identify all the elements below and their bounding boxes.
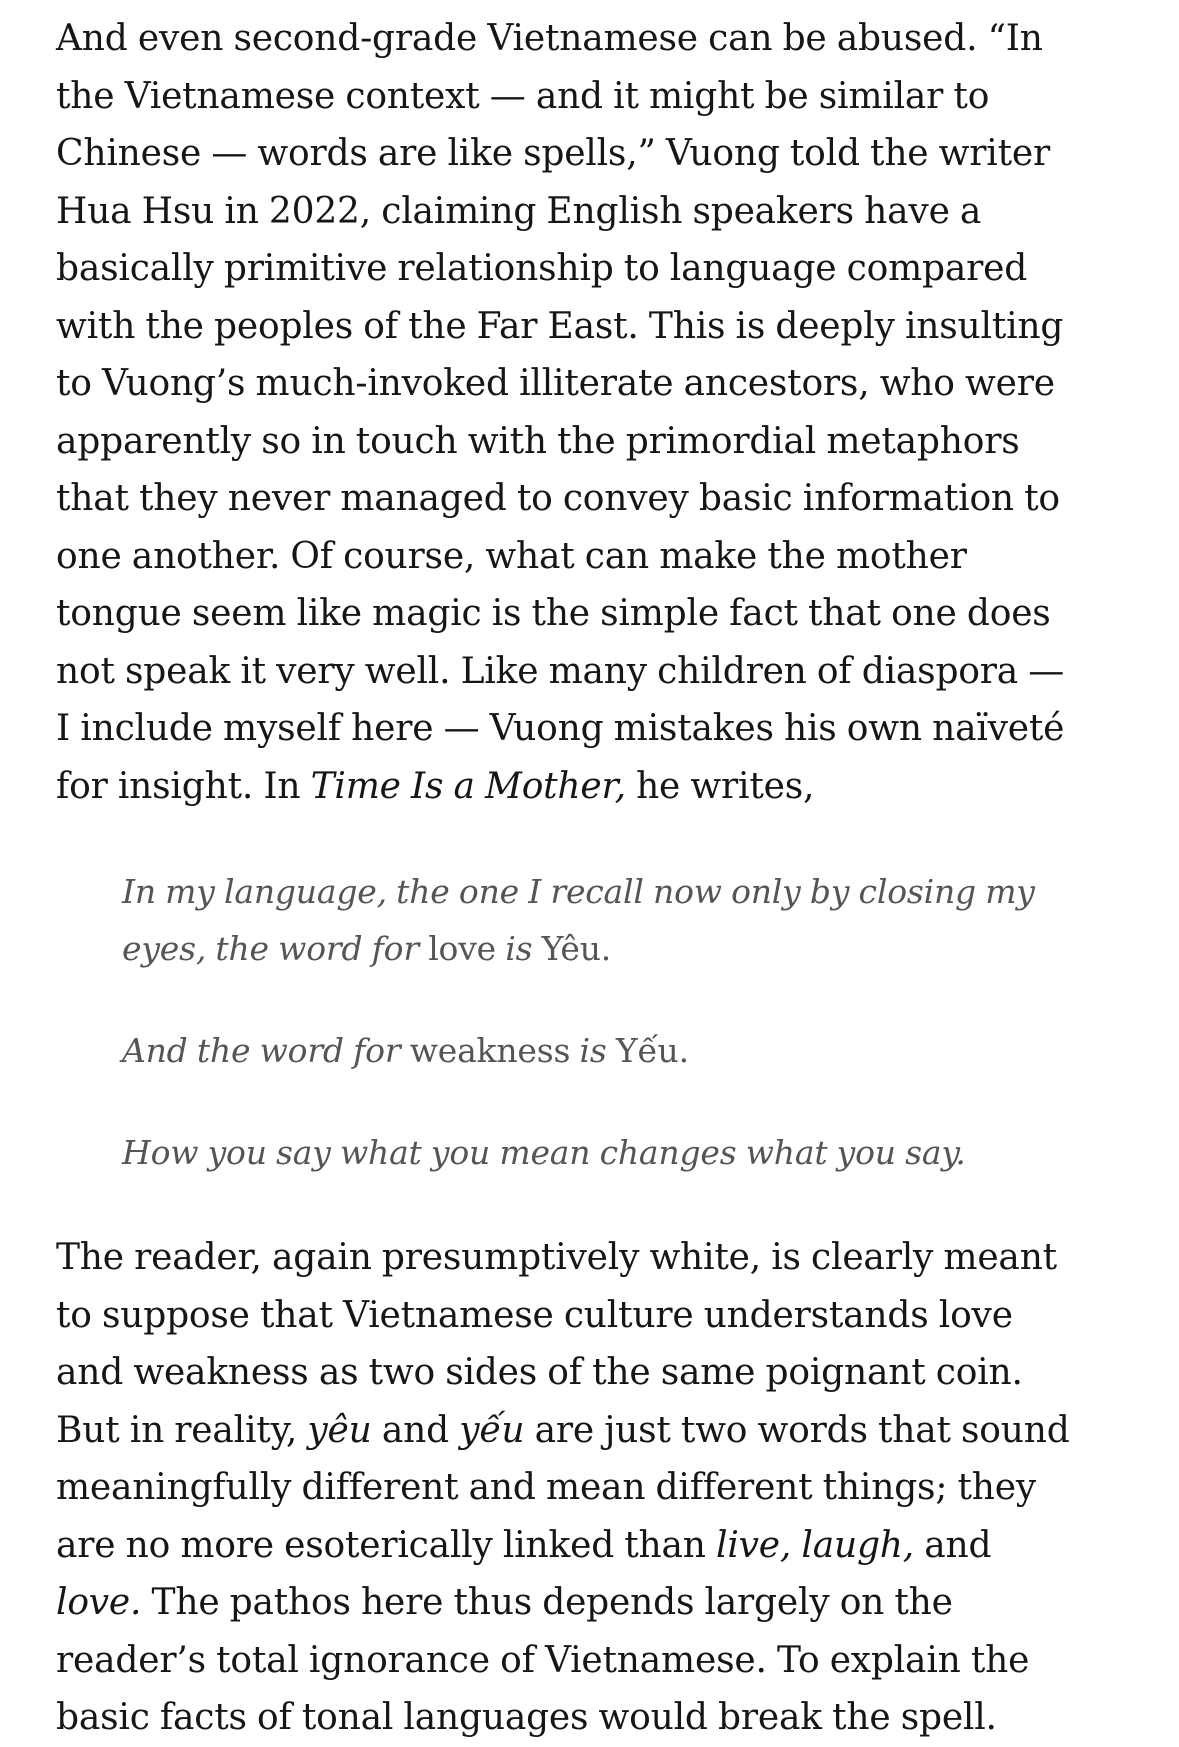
quote-word-weakness: weakness — [409, 1031, 571, 1070]
quote-word-yeu: Yêu. — [541, 929, 612, 968]
paragraph-1-text-end: he writes, — [625, 765, 815, 807]
paragraph-1 — [56, 10, 1086, 815]
quote-word-love: love — [428, 929, 496, 968]
paragraph-2-and-2: and — [914, 1524, 992, 1566]
block-quote — [122, 863, 1052, 1181]
phrase-live-laugh: live, laugh, — [716, 1524, 915, 1566]
quote-line-2 — [122, 1022, 1052, 1079]
article-body — [56, 10, 1086, 1747]
quote-line-1-text: In my language, the one I recall now only by closing my eyes, the word for — [122, 872, 1035, 968]
quote-line-1 — [122, 863, 1052, 977]
quote-word-is: is — [496, 929, 542, 968]
word-yeu-weak: yếu — [459, 1409, 525, 1451]
quote-word-is-2: is — [570, 1031, 616, 1070]
book-title: Time Is a Mother, — [310, 765, 626, 807]
quote-line-2-text: And the word for — [122, 1031, 410, 1070]
paragraph-2-text-mid: are just two words that sound meaningfully different and mean different things; they are no more esoterically linked than — [56, 1409, 1070, 1566]
paragraph-2-text-end: The pathos here thus depends largely on the reader’s total ignorance of Vietnamese. To explain the basic facts of tonal languages would break the spell. — [56, 1582, 1030, 1738]
quote-line-3-text: How you say what you mean changes what you say. — [122, 1133, 966, 1172]
paragraph-2 — [56, 1229, 1086, 1747]
word-yeu: yêu — [307, 1409, 372, 1451]
quote-line-3 — [122, 1124, 1052, 1181]
paragraph-2-and: and — [371, 1409, 460, 1451]
quote-word-yeu-weak: Yếu. — [615, 1031, 689, 1070]
paragraph-1-text: And even second-grade Vietnamese can be abused. “In the Vietnamese context — and it might be similar to Chinese — words are like spells,” Vuong told the writer Hua Hsu in 2022, claiming English speakers have a basically primitive relationship to language compared with the peoples of the Far East. This is deeply insulting to Vuong’s much-invoked illiterate ancestors, who were apparently so in touch with the primordial metaphors that they never managed to convey basic information to one another. Of course, what can make the mother tongue seem like magic is the simple fact that one does not speak it very well. Like many children of diaspora — I include myself here — Vuong mistakes his own naïveté for insight. In — [56, 18, 1065, 807]
paragraph-2-text: The reader, again presumptively white, is clearly meant to suppose that Vietnamese culture understands love and weakness as two sides of the same poignant coin. But in reality, — [56, 1237, 1057, 1451]
word-love: love. — [56, 1582, 142, 1623]
